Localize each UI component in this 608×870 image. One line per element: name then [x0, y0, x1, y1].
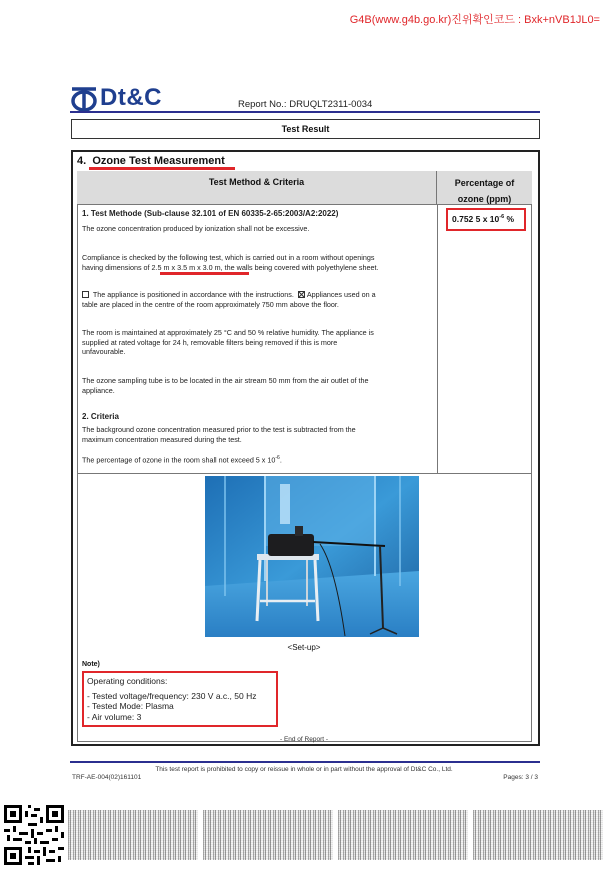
- section-title-text: Ozone Test Measurement: [92, 155, 225, 167]
- method-heading: 1. Test Methode (Sub-clause 32.101 of EN 60335-2-65:2003/A2:2022): [82, 209, 339, 218]
- barcode-strip-2: [203, 810, 333, 860]
- col-header-method: Test Method & Criteria: [77, 171, 437, 205]
- ops-mode: - Tested Mode: Plasma: [87, 701, 174, 711]
- photo-caption: <Set-up>: [287, 643, 321, 652]
- ops-voltage: - Tested voltage/frequency: 230 V a.c., 50 Hz: [87, 690, 257, 701]
- footer-notice: This test report is prohibited to copy or reissue in whole or in part without the approval of Dt&C Co., Ltd.: [155, 766, 453, 773]
- checkbox-checked-icon: [298, 291, 305, 298]
- header-divider: [70, 111, 540, 113]
- highlight-underline: [89, 167, 235, 170]
- barcode-strip-4: [473, 810, 603, 860]
- ozone-result-value: 0.752 5 x $10^{-6}$ %: [452, 214, 515, 224]
- report-number: Report No.: DRUQLT2311-0034: [238, 99, 373, 110]
- criteria-paragraph-1: The background ozone concentration measured prior to the test is subtracted from the maximum concentration measured during the test.: [82, 425, 356, 444]
- logo-text: Dt&C: [100, 84, 162, 111]
- page-title: Test Result: [71, 119, 540, 139]
- col-header-result: Percentage of ozone (ppm): [437, 171, 532, 205]
- operating-conditions: [87, 676, 256, 722]
- room-dimensions: 2.5 m x 3.5 m x 3.0 m: [151, 262, 221, 272]
- criteria-paragraph-2: The percentage of ozone in the room shall not exceed 5 x $10^{-6}$.: [82, 455, 282, 465]
- criteria-heading: 2. Criteria: [82, 412, 119, 421]
- verification-code: G4B(www.g4b.go.kr)진위확인코드 : Bxk+nVB1JL0=: [349, 14, 600, 26]
- setup-photo: [205, 476, 419, 637]
- note-label: Note): [82, 661, 100, 668]
- paragraph-2: Compliance is checked by the following test, which is carried out in a room without openings having dimensions of 2.5 m x 3.5 m x 3.0 m, the walls being covered with polyethylene sheet.: [82, 253, 379, 272]
- checkbox-unchecked-icon: [82, 291, 89, 298]
- form-number: TRF-AE-004(02)161101: [72, 774, 142, 781]
- footer-divider: [70, 761, 540, 763]
- logo-mark-icon: [70, 86, 98, 112]
- company-logo: [70, 86, 180, 112]
- paragraph-1: The ozone concentration produced by ionization shall not be excessive.: [82, 224, 310, 233]
- paragraph-4: The room is maintained at approximately 25 °C and 50 % relative humidity. The appliance is supplied at rated voltage for 24 h, removable filters being removed if this is more unfavourable.: [82, 328, 374, 356]
- dimensions-underline: [160, 272, 249, 275]
- column-divider: [437, 205, 438, 474]
- barcode-strip-1: [68, 810, 198, 860]
- end-of-report: - End of Report -: [279, 736, 329, 743]
- page-number: Pages: 3 / 3: [503, 774, 538, 781]
- paragraph-5: The ozone sampling tube is to be located in the air stream 50 mm from the air outlet of the appliance.: [82, 376, 369, 395]
- qr-code-icon: [4, 805, 64, 865]
- barcode-strip-3: [338, 810, 468, 860]
- ops-air-volume: - Air volume: 3: [87, 711, 142, 722]
- section-title: 4. Ozone Test Measurement: [77, 155, 225, 167]
- paragraph-3: The appliance is positioned in accordance with the instructions. Appliances used on a table are placed in the centre of the room approximately 750 mm above the floor.: [82, 290, 376, 309]
- ops-title: Operating conditions:: [87, 676, 168, 686]
